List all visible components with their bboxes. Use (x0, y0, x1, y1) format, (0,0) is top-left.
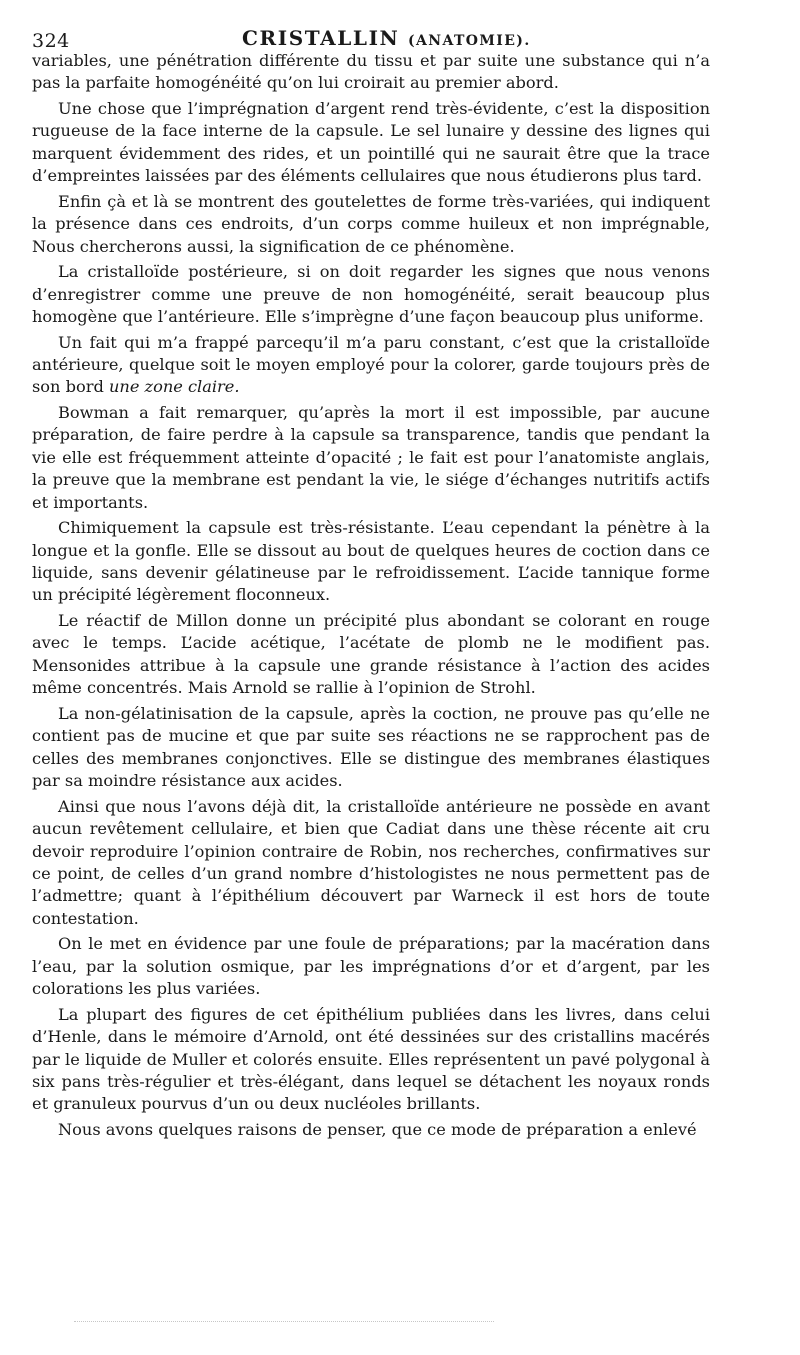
paragraph: On le met en évidence par une foule de préparations; par la macération dans l’eau, par la solution osmique, par les imprégnations d’or et d’argent, par les colorations les plus variées. (32, 934, 710, 999)
emphasis-text: une zone claire. (108, 377, 240, 397)
paragraph: Le réactif de Millon donne un précipité plus abondant se colorant en rouge avec le temps. L’acide acétique, l’acétate de plomb ne le modifient pas. Mensonides attribue à la capsule une grande résistance à l’action des acides même concentrés. Mais Arnold se rallie à l’opinion de Strohl. (32, 611, 710, 698)
paragraph: Bowman a fait remarquer, qu’après la mort il est impossible, par aucune préparation, de faire perdre à la capsule sa transparence, tandis que pendant la vie elle est fréquemment atteinte d’opacité ; le fait est pour l’anatomiste anglais, la preuve que la membrane est pendant la vie, le siége d’échanges nutritifs actifs et importants. (32, 403, 710, 512)
running-head (242, 26, 531, 50)
paragraph: variables, une pénétration différente du tissu et par suite une substance qui n’a pas la parfaite homogénéité qu’on lui croirait au premier abord. (32, 51, 710, 93)
paragraph: La non-gélatinisation de la capsule, après la coction, ne prouve pas qu’elle ne contient pas de mucine et que par suite ses réactions ne se rapprochent pas de celles des membranes conjonctives. Elle se distingue des membranes élastiques par sa moindre résistance aux acides. (32, 703, 710, 791)
footer-rule (74, 1321, 494, 1322)
paragraph: Ainsi que nous l’avons déjà dit, la cristalloïde antérieure ne possède en avant aucun revêtement cellulaire, et bien que Cadiat dans une thèse récente ait cru devoir reproduire l’opinion contraire de Robin, nos recherches, confirmatives sur ce point, de celles d’un grand nombre d’histologistes ne nous permettent pas de l’admettre; quant à l’épithélium découvert par Warneck il est hors de toute contestation. (32, 796, 710, 928)
paragraph: Enfin çà et là se montrent des goutelettes de forme très-variées, qui indiquent la présence dans ces endroits, d’un corps comme huileux et non imprégnable, Nous chercherons aussi, la signification de ce phénomène. (32, 191, 710, 256)
paragraph: Une chose que l’imprégnation d’argent rend très-évidente, c’est la disposition rugueuse de la face interne de la capsule. Le sel lunaire y dessine des lignes qui marquent évidemment des rides, et un pointillé qui ne saurait être que la trace d’empreintes laissées par des éléments cellulaires que nous étudierons plus tard. (32, 99, 710, 186)
paragraph: La plupart des figures de cet épithélium publiées dans les livres, dans celui d’Henle, dans le mémoire d’Arnold, ont été dessinées sur des cristallins macérés par le liquide de Muller et colorés ensuite. Elles représentent un pavé polygonal à six pans très-régulier et très-élégant, dans lequel se détachent les noyaux ronds et granuleux pourvus d’un ou deux nucléoles brillants. (32, 1004, 710, 1114)
paragraph: Chimiquement la capsule est très-résistante. L’eau cependant la pénètre à la longue et la gonfle. Elle se dissout au bout de quelques heures de coction dans ce liquide, sans devenir gélatineuse par le refroidissement. L’acide tannique forme un précipité légèrement floconneux. (32, 518, 710, 605)
running-title: CRISTALLIN (242, 26, 400, 50)
paragraph: La cristalloïde postérieure, si on doit regarder les signes que nous venons d’enregistrer comme une preuve de non homogénéité, serait beaucoup plus homogène que l’antérieure. Elle s’imprègne d’une façon beaucoup plus uniforme. (32, 262, 710, 327)
page-number: 324 (32, 30, 70, 52)
running-subtitle: (ANATOMIE). (407, 33, 531, 49)
paragraph: Nous avons quelques raisons de penser, que ce mode de préparation a enlevé (58, 1119, 697, 1139)
paragraph: Un fait qui m’a frappé parcequ’il m’a paru constant, c’est que la cristalloïde antérieure, quelque soit le moyen employé pour la colorer, garde toujours près de son bord une zone claire. (32, 332, 710, 397)
body-text (32, 50, 710, 1145)
page-header (32, 20, 705, 50)
